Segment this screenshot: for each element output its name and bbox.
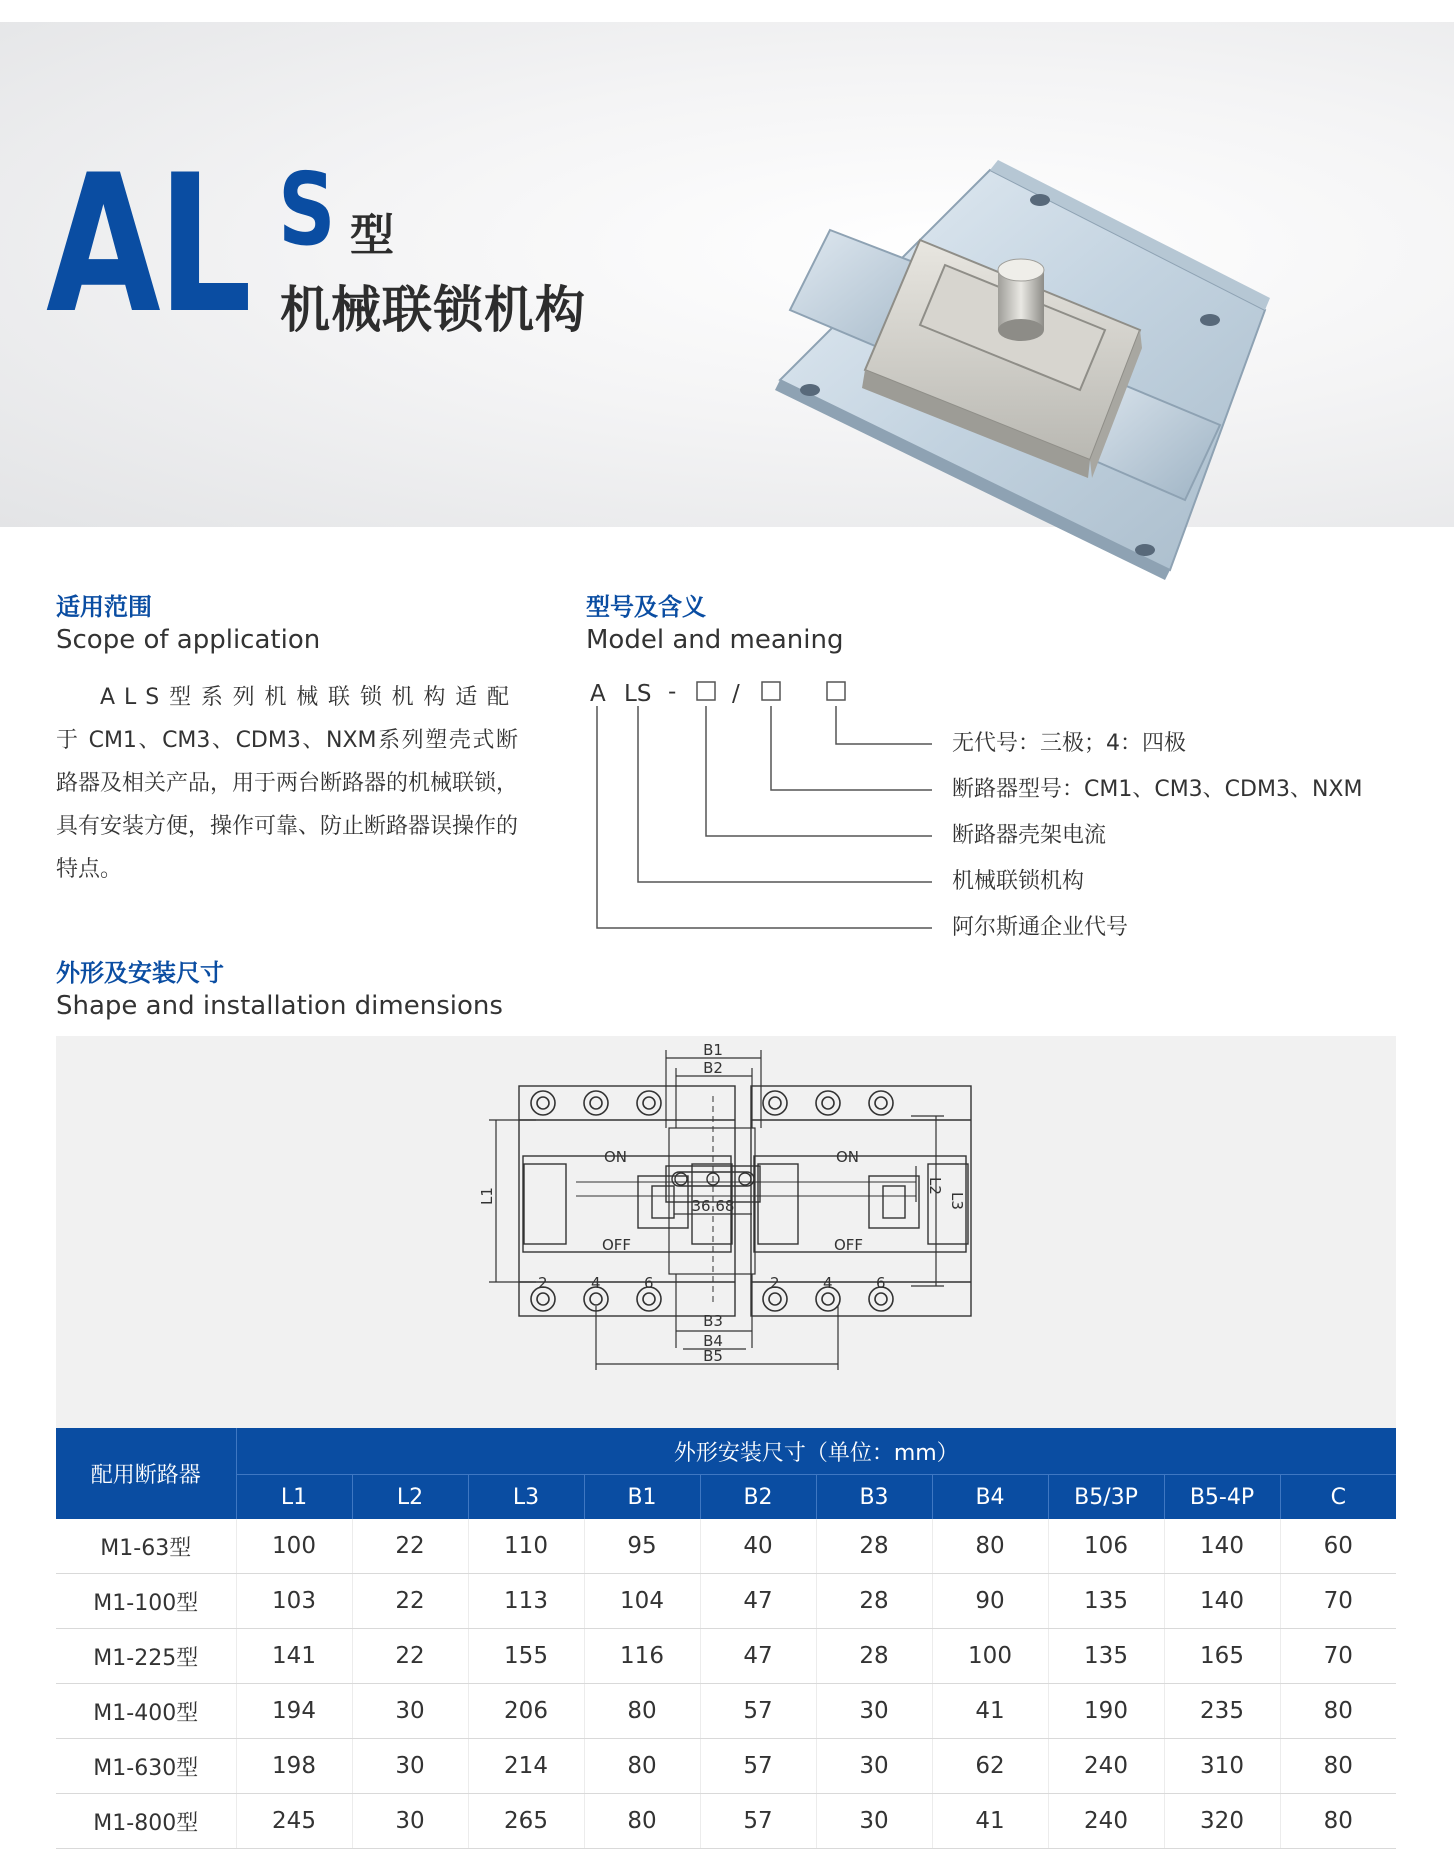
row-breaker-name: M1-100型: [56, 1574, 236, 1629]
table-cell: 70: [1280, 1574, 1396, 1629]
table-cell: 22: [352, 1574, 468, 1629]
table-cell: 30: [352, 1794, 468, 1849]
model-box-poles: [827, 682, 845, 700]
table-cell: 190: [1048, 1684, 1164, 1739]
table-cell: 103: [236, 1574, 352, 1629]
table-cell: 104: [584, 1574, 700, 1629]
table-cell: 57: [700, 1794, 816, 1849]
table-cell: 28: [816, 1574, 932, 1629]
model-label-breaker-type: 断路器型号：CM1、CM3、CDM3、NXM: [952, 777, 1363, 802]
table-cell: 113: [468, 1574, 584, 1629]
model-box-type: [762, 682, 780, 700]
table-cell: 22: [352, 1519, 468, 1574]
table-cell: 310: [1164, 1739, 1280, 1794]
table-cell: 140: [1164, 1519, 1280, 1574]
model-title-cn: 型号及含义: [586, 593, 706, 621]
table-cell: 80: [1280, 1794, 1396, 1849]
model-title-en: Model and meaning: [586, 625, 844, 655]
terminal-2-left: 2: [538, 1274, 548, 1292]
table-cell: 80: [584, 1794, 700, 1849]
terminal-4-left: 4: [591, 1274, 601, 1292]
table-cell: 198: [236, 1739, 352, 1794]
table-row: [56, 1794, 1396, 1849]
dims-title-en: Shape and installation dimensions: [56, 991, 503, 1021]
table-cell: 80: [1280, 1739, 1396, 1794]
switch-on-right: ON: [836, 1148, 860, 1166]
table-cell: 30: [352, 1684, 468, 1739]
table-cell: 30: [352, 1739, 468, 1794]
table-cell: 30: [816, 1684, 932, 1739]
terminal-6-left: 6: [644, 1274, 654, 1292]
table-cell: 62: [932, 1739, 1048, 1794]
terminal-4-right: 4: [823, 1274, 833, 1292]
col-header: B2: [700, 1475, 816, 1520]
model-code-slash: /: [732, 681, 740, 707]
model-label-poles: 无代号：三极；4：四极: [952, 731, 1186, 756]
col-header: L3: [468, 1475, 584, 1520]
table-cell: 206: [468, 1684, 584, 1739]
table-cell: 80: [932, 1519, 1048, 1574]
table-cell: 57: [700, 1739, 816, 1794]
table-row: [56, 1519, 1396, 1574]
logo-al: AL: [46, 134, 249, 355]
table-cell: 135: [1048, 1629, 1164, 1684]
row-header: 配用断路器: [56, 1428, 236, 1519]
table-cell: 95: [584, 1519, 700, 1574]
table-row: [56, 1684, 1396, 1739]
table-cell: 116: [584, 1629, 700, 1684]
model-code-a: A: [590, 681, 606, 707]
table-cell: 57: [700, 1684, 816, 1739]
col-header: B5/3P: [1048, 1475, 1164, 1520]
table-cell: 60: [1280, 1519, 1396, 1574]
dim-label-b1: B1: [703, 1041, 723, 1059]
table-row: [56, 1574, 1396, 1629]
group-header: 外形安装尺寸（单位：mm）: [236, 1428, 1396, 1475]
table-cell: 320: [1164, 1794, 1280, 1849]
table-cell: 40: [700, 1519, 816, 1574]
table-cell: 30: [816, 1739, 932, 1794]
col-header: B3: [816, 1475, 932, 1520]
table-cell: 28: [816, 1629, 932, 1684]
row-breaker-name: M1-800型: [56, 1794, 236, 1849]
dimension-drawing: [56, 1036, 1396, 1428]
row-breaker-name: M1-63型: [56, 1519, 236, 1574]
terminal-6-right: 6: [876, 1274, 886, 1292]
product-photo: [770, 160, 1330, 580]
model-code-ls: LS: [624, 681, 652, 707]
terminal-2-right: 2: [770, 1274, 780, 1292]
table-cell: 90: [932, 1574, 1048, 1629]
table-cell: 28: [816, 1519, 932, 1574]
table-cell: 80: [584, 1684, 700, 1739]
switch-on-left: ON: [604, 1148, 628, 1166]
dim-label-l2: L2: [926, 1177, 944, 1195]
table-body: [56, 1519, 1396, 1849]
table-cell: 100: [236, 1519, 352, 1574]
table-cell: 47: [700, 1629, 816, 1684]
dims-title-cn: 外形及安装尺寸: [56, 959, 224, 987]
table-cell: 41: [932, 1684, 1048, 1739]
table-cell: 214: [468, 1739, 584, 1794]
table-cell: 70: [1280, 1629, 1396, 1684]
row-breaker-name: M1-225型: [56, 1629, 236, 1684]
table-cell: 141: [236, 1629, 352, 1684]
dim-value-label: 36.68: [691, 1197, 735, 1215]
switch-off-left: OFF: [602, 1236, 632, 1254]
table-cell: 240: [1048, 1739, 1164, 1794]
logo-s: S: [278, 151, 336, 268]
dim-label-b3: B3: [703, 1312, 723, 1330]
dim-label-b4: B4: [703, 1332, 723, 1350]
model-diagram-lines: [580, 676, 940, 946]
dimension-drawing-panel: [56, 1036, 1396, 1428]
dim-label-l1: L1: [478, 1187, 496, 1205]
table-row: [56, 1629, 1396, 1684]
logo-type-label: 型: [350, 210, 394, 261]
scope-text-rest: CM1、CM3、CDM3、NXM系列塑壳式断路器及相关产品，用于两台断路器的机械联锁，具有安装方便，操作可靠、防止断路器误操作的特点。: [56, 728, 519, 882]
table-cell: 140: [1164, 1574, 1280, 1629]
col-header: L2: [352, 1475, 468, 1520]
scope-title-cn: 适用范围: [56, 593, 152, 621]
row-breaker-name: M1-630型: [56, 1739, 236, 1794]
table-cell: 80: [1280, 1684, 1396, 1739]
dim-label-l3: L3: [948, 1192, 966, 1210]
scope-paragraph: [56, 676, 518, 891]
table-cell: 100: [932, 1629, 1048, 1684]
col-header: C: [1280, 1475, 1396, 1520]
table-cell: 245: [236, 1794, 352, 1849]
table-cell: 240: [1048, 1794, 1164, 1849]
scope-title-en: Scope of application: [56, 625, 321, 655]
table-cell: 110: [468, 1519, 584, 1574]
table-cell: 47: [700, 1574, 816, 1629]
switch-off-right: OFF: [834, 1236, 864, 1254]
col-header: B4: [932, 1475, 1048, 1520]
table-cell: 22: [352, 1629, 468, 1684]
model-label-frame-current: 断路器壳架电流: [952, 823, 1107, 848]
dimensions-table: [56, 1428, 1396, 1849]
dim-label-b2: B2: [703, 1059, 723, 1077]
table-cell: 165: [1164, 1629, 1280, 1684]
product-title: 机械联锁机构: [280, 281, 586, 339]
col-header: B1: [584, 1475, 700, 1520]
model-label-company-code: 阿尔斯通企业代号: [952, 915, 1129, 940]
model-label-interlock: 机械联锁机构: [952, 869, 1085, 894]
table-cell: 235: [1164, 1684, 1280, 1739]
table-cell: 30: [816, 1794, 932, 1849]
table-cell: 155: [468, 1629, 584, 1684]
model-code-dash: -: [668, 679, 677, 705]
model-box-current: [697, 682, 715, 700]
table-row: [56, 1739, 1396, 1794]
col-header: B5-4P: [1164, 1475, 1280, 1520]
col-header: L1: [236, 1475, 352, 1520]
table-cell: 194: [236, 1684, 352, 1739]
table-cell: 80: [584, 1739, 700, 1794]
column-header-row: [56, 1475, 1396, 1520]
table-cell: 41: [932, 1794, 1048, 1849]
table-cell: 106: [1048, 1519, 1164, 1574]
table-cell: 135: [1048, 1574, 1164, 1629]
row-breaker-name: M1-400型: [56, 1684, 236, 1739]
dim-label-b5: B5: [703, 1347, 723, 1365]
table-cell: 265: [468, 1794, 584, 1849]
scope-text-first: ALS型系列机械联锁机构适配于: [56, 685, 518, 753]
